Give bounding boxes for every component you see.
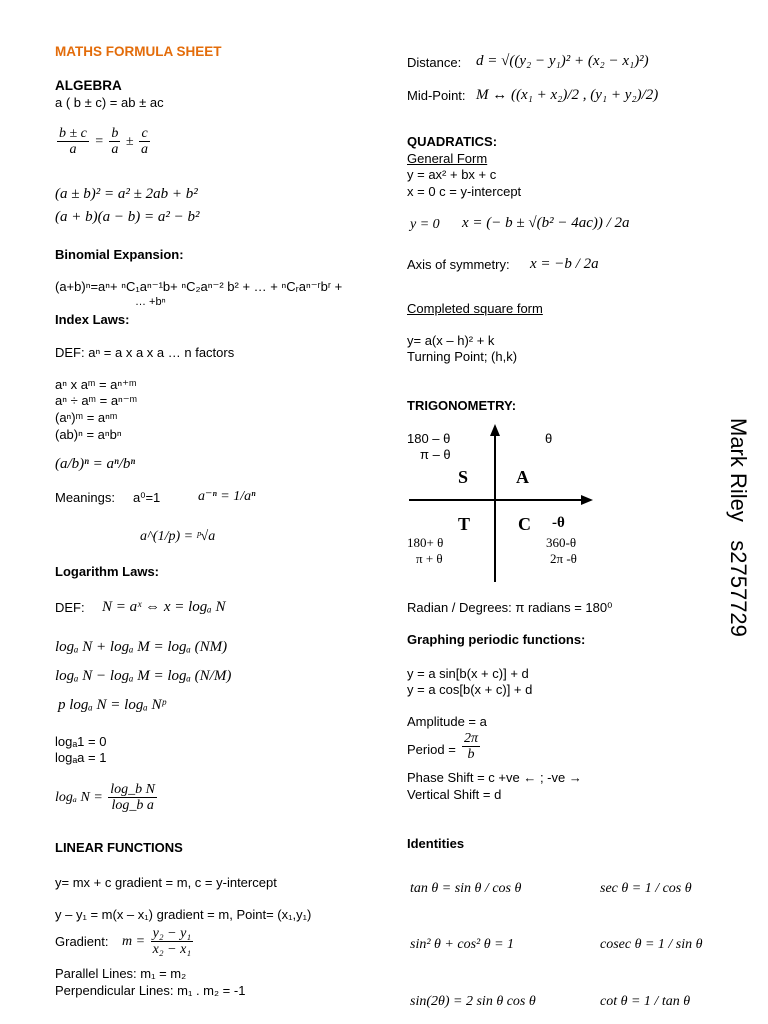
identity-cosec: cosec θ = 1 / sin θ — [600, 937, 703, 952]
completed-square-eq: y= a(x – h)² + k — [407, 333, 495, 348]
binomial-line1: (a+b)ⁿ=aⁿ+ ⁿC₁aⁿ⁻¹b+ ⁿC₂aⁿ⁻² b² + … + ⁿCᵣaⁿ⁻ʳbʳ + — [55, 279, 343, 294]
completed-square-heading: Completed square form — [407, 301, 543, 316]
quadrant-t: T — [458, 514, 471, 534]
log-def: N = aˣ ⇔ x = logₐ N — [102, 599, 226, 615]
quadrant2-radians: π – θ — [420, 447, 451, 462]
index-law-2: aⁿ ÷ aᵐ = aⁿ⁻ᵐ — [55, 393, 138, 408]
algebra-heading: ALGEBRA — [55, 78, 122, 93]
negative-theta: -θ — [552, 515, 565, 531]
change-num: log_b N — [110, 782, 156, 797]
meanings-label: Meanings: — [55, 490, 115, 505]
midpoint-label: Mid-Point: — [407, 88, 466, 103]
frac-a2: a — [141, 142, 149, 158]
log-law-quotient: logₐ N − logₐ M = logₐ (N/M) — [55, 668, 232, 684]
period-label: Period = — [407, 742, 456, 757]
student-id: s2757729 — [726, 540, 751, 637]
y-intercept-line: x = 0 c = y-intercept — [407, 184, 522, 199]
meanings-zero: a⁰=1 — [133, 490, 161, 505]
axis-symmetry-label: Axis of symmetry: — [407, 257, 510, 272]
y-zero: y = 0 — [410, 217, 440, 232]
index-def: DEF: aⁿ = a x a x a … n factors — [55, 345, 235, 360]
frac-lhs-den: a — [69, 142, 77, 158]
quadratics-heading: QUADRATICS: — [407, 134, 498, 149]
parallel-lines: Parallel Lines: m₁ = m₂ — [55, 966, 187, 981]
quadratic-formula: x = (− b ± √(b² − 4ac)) / 2a — [462, 215, 630, 231]
period-fraction — [460, 731, 482, 763]
algebra-distributive: a ( b ± c) = ab ± ac — [55, 95, 164, 110]
binomial-line2: … +bⁿ — [135, 296, 166, 308]
log-law-base: logₐa = 1 — [55, 750, 107, 765]
turning-point: Turning Point; (h,k) — [407, 349, 518, 364]
gradient-label: Gradient: — [55, 934, 109, 949]
period-den: b — [467, 747, 475, 763]
identity-cot: cot θ = 1 / tan θ — [600, 994, 691, 1009]
axis-arrow-up-icon — [490, 424, 500, 436]
side-author — [725, 418, 753, 637]
author-name: Mark Riley — [726, 418, 751, 522]
index-root: a^(1/p) = ᵖ√a — [140, 529, 216, 544]
quadrant-c: C — [518, 514, 531, 534]
difference-of-squares: (a + b)(a − b) = a² − b² — [55, 209, 200, 225]
frac-b: b — [111, 126, 119, 141]
identity-pythagorean: sin² θ + cos² θ = 1 — [410, 937, 515, 952]
log-law-product: logₐ N + logₐ M = logₐ (NM) — [55, 639, 228, 655]
quadrant3-degrees: 180+ θ — [407, 535, 444, 550]
periodic-cos: y = a cos[b(x + c)] + d — [407, 682, 533, 697]
linear-point-slope: y – y₁ = m(x – x₁) gradient = m, Point= (x₁,y₁) — [55, 907, 312, 922]
meanings-negative: a⁻ⁿ = 1/aⁿ — [198, 489, 256, 504]
index-law-3: (aⁿ)ᵐ = aⁿᵐ — [55, 410, 118, 425]
periodic-heading: Graphing periodic functions: — [407, 632, 586, 647]
distance-label: Distance: — [407, 55, 462, 70]
amplitude: Amplitude = a — [407, 714, 487, 729]
quadrant4-degrees: 360-θ — [546, 535, 577, 550]
index-heading: Index Laws: — [55, 312, 130, 327]
log-change-of-base — [55, 782, 159, 814]
distance-formula: d = √((y₂ − y₁)² + (x₂ − x₁)²) — [476, 53, 649, 69]
general-form-heading: General Form — [407, 151, 488, 166]
radian-degrees: Radian / Degrees: π radians = 180⁰ — [407, 600, 613, 615]
change-den: log_b a — [111, 798, 154, 814]
page-title: MATHS FORMULA SHEET — [55, 44, 222, 59]
change-lhs: logₐ N = — [55, 790, 103, 806]
index-law-5: (a/b)ⁿ = aⁿ/bⁿ — [55, 456, 136, 472]
linear-heading: LINEAR FUNCTIONS — [55, 840, 183, 855]
log-def-label: DEF: — [55, 600, 85, 615]
quadrant2-degrees: 180 – θ — [407, 431, 451, 446]
perpendicular-lines: Perpendicular Lines: m₁ . m₂ = -1 — [55, 983, 246, 998]
midpoint-formula: M ↔ ((x₁ + x₂)/2 , (y₁ + y₂)/2) — [476, 87, 659, 103]
periodic-sin: y = a sin[b(x + c)] + d — [407, 666, 529, 681]
quadrant3-radians: π + θ — [416, 551, 443, 566]
index-law-1: aⁿ x aᵐ = aⁿ⁺ᵐ — [55, 377, 137, 392]
index-law-4: (ab)ⁿ = aⁿbⁿ — [55, 427, 122, 442]
log-heading: Logarithm Laws: — [55, 564, 160, 579]
square-of-sum: (a ± b)² = a² ± 2ab + b² — [55, 186, 198, 202]
algebra-fraction-rule: $\frac{b \pm c}{a}$ = $\frac{b}{a}$ ± $\frac{c}{a}$ — [59, 126, 149, 158]
gradient-num: y₂ − y₁ — [152, 926, 192, 941]
general-form-eq: y = ax² + bx + c — [407, 167, 497, 182]
period-num: 2π — [464, 731, 479, 746]
identities-heading: Identities — [407, 836, 465, 851]
frac-c: c — [141, 126, 148, 141]
identity-sec: sec θ = 1 / cos θ — [600, 881, 692, 896]
quadrant1-theta: θ — [545, 431, 553, 446]
trig-heading: TRIGONOMETRY: — [407, 398, 517, 413]
quadrant-a: A — [516, 467, 529, 487]
axis-arrow-right-icon — [581, 495, 593, 505]
gradient-den: x₂ − x₁ — [152, 942, 192, 958]
frac-a1: a — [111, 142, 119, 158]
identity-double-angle: sin(2θ) = 2 sin θ cos θ — [410, 994, 536, 1009]
quadrant-s: S — [458, 467, 469, 487]
gradient-formula: m = $\frac{\text{y₂ − y₁}}{\text{x₂ − x₁}}$ — [122, 926, 192, 958]
linear-slope-intercept: y= mx + c gradient = m, c = y-intercept — [55, 875, 277, 890]
log-law-one: logₐ1 = 0 — [55, 734, 107, 749]
quadrant4-radians: 2π -θ — [550, 551, 577, 566]
frac-lhs-num: b ± c — [59, 126, 87, 141]
identity-tan: tan θ = sin θ / cos θ — [410, 881, 522, 896]
vertical-shift: Vertical Shift = d — [407, 787, 502, 802]
axis-symmetry-formula: x = −b / 2a — [530, 256, 599, 272]
log-law-power: p logₐ N = logₐ Nᵖ — [58, 697, 166, 713]
phase-shift: Phase Shift = c +ve ← ; -ve → — [407, 770, 582, 785]
binomial-heading: Binomial Expansion: — [55, 247, 184, 262]
